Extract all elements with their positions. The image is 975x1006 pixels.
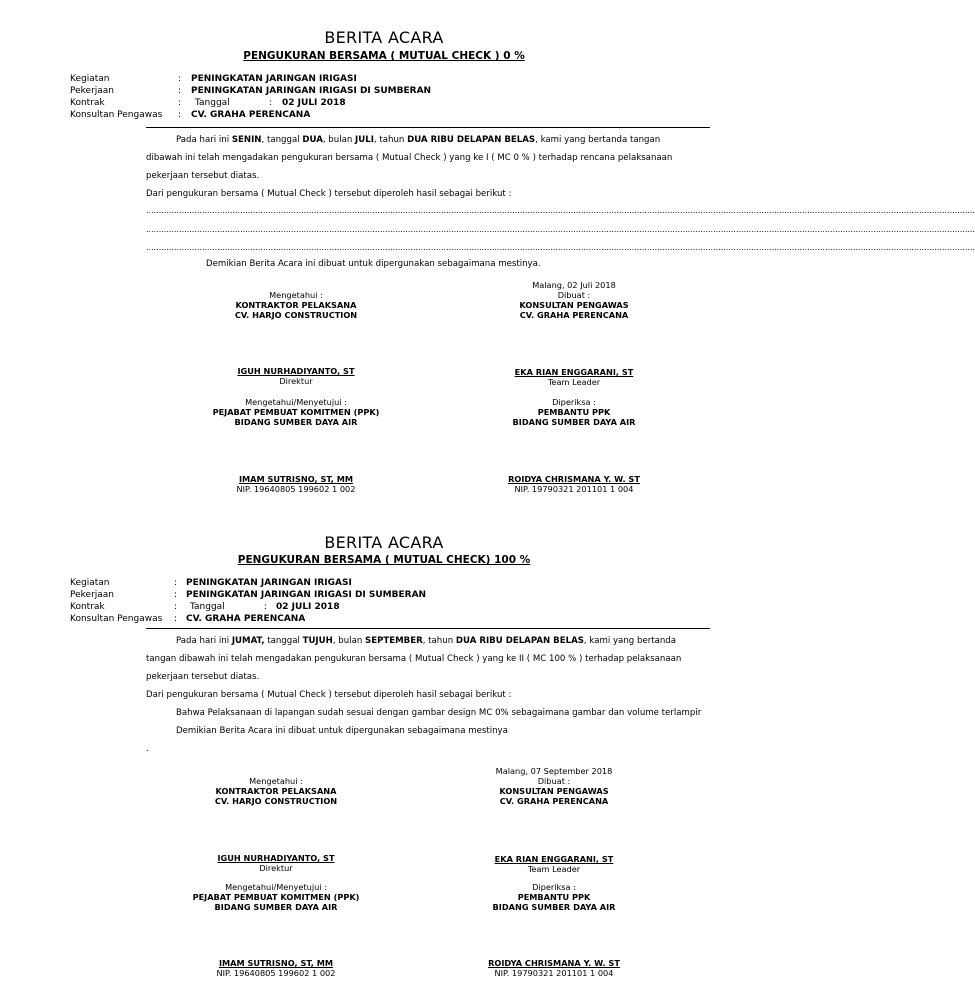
doc2-title: BERITA ACARA [324, 533, 444, 552]
doc2-left-signature: Mengetahui : KONTRAKTOR PELAKSANA CV. HARJO CONSTRUCTION [214, 776, 338, 806]
info-value: CV. GRAHA PERENCANA [191, 110, 311, 120]
doc2-right-approval: Diperiksa : PEMBANTU PPK BIDANG SUMBER DAYA AIR [492, 882, 616, 912]
doc1-dotted-line: ...................................................................................................................................................................................................................................................................................................................................... [146, 206, 975, 215]
doc1-right-official: ROIDYA CHRISMANA Y. W. ST NIP. 19790321 201101 1 004 [508, 474, 640, 494]
info-label: Kegiatan [70, 578, 110, 588]
info-label: Kegiatan [70, 74, 110, 84]
doc2-divider [146, 628, 710, 629]
info-value: PENINGKATAN JARINGAN IRIGASI DI SUMBERAN [191, 86, 432, 96]
info-label: Pekerjaan [70, 86, 115, 96]
doc2-left-approval: Mengetahui/Menyetujui : PEJABAT PEMBUAT KOMITMEN (PPK) BIDANG SUMBER DAYA AIR [192, 882, 360, 912]
info-value: PENINGKATAN JARINGAN IRIGASI [191, 74, 357, 84]
info-row: Kegiatan : PENINGKATAN JARINGAN IRIGASI [70, 74, 357, 84]
doc2-paragraph: Pada hari ini JUMAT, tanggal TUJUH, bulan SEPTEMBER, tahun DUA RIBU DELAPAN BELAS, kami yang bertanda tangan dibawah ini telah mengadakan pengukuran bersama ( Mutual Check ) yang ke II ( MC 100 % ) terhadap pelaksanaan pekerjaan tersebut diatas. Dari pengukuran bersama ( Mutual Check ) tersebut diperoleh hasil sebagai berikut : Bahwa Pelaksanaan di lapangan sudah sesuai dengan gambar design MC 0% sebagaimana gambar dan volume terlampir Demikian Berita Acara ini dibuat untuk dipergunakan sebagaimana mestinya . [146, 636, 702, 754]
info-value: CV. GRAHA PERENCANA [186, 614, 306, 624]
info-sublabel: Tanggal [190, 602, 225, 612]
doc1-left-official: IMAM SUTRISNO, ST, MM NIP. 19640805 199602 1 002 [236, 474, 356, 494]
info-value: 02 JULI 2018 [282, 98, 346, 108]
info-value: PENINGKATAN JARINGAN IRIGASI DI SUMBERAN [186, 590, 427, 600]
info-row: Pekerjaan : PENINGKATAN JARINGAN IRIGASI DI SUMBERAN [70, 86, 432, 96]
info-value: PENINGKATAN JARINGAN IRIGASI [186, 578, 352, 588]
doc2-info-block [70, 578, 710, 628]
doc1-divider [146, 127, 710, 128]
info-row: Kontrak : Tanggal : 02 JULI 2018 [70, 602, 340, 612]
doc1-paragraph: Pada hari ini SENIN, tanggal DUA, bulan JULI, tahun DUA RIBU DELAPAN BELAS, kami yang bertanda tangan dibawah ini telah mengadakan pengukuran bersama ( Mutual Check ) yang ke I ( MC 0 % ) terhadap rencana pelaksanaan pekerjaan tersebut diatas. Dari pengukuran bersama ( Mutual Check ) tersebut diperoleh hasil sebagai berikut : [146, 135, 673, 199]
info-row: Kontrak : Tanggal : 02 JULI 2018 [70, 98, 346, 108]
info-label: Konsultan Pengawas [70, 614, 163, 624]
info-label: Pekerjaan [70, 590, 115, 600]
info-row: Pekerjaan : PENINGKATAN JARINGAN IRIGASI DI SUMBERAN [70, 590, 427, 600]
doc1-dotted-line: ...................................................................................................................................................................................................................................................................................................................................... [146, 225, 975, 234]
doc2-subtitle: PENGUKURAN BERSAMA ( MUTUAL CHECK) 100 % [237, 554, 531, 566]
info-label: Kontrak [70, 98, 105, 108]
doc1-info-block [70, 74, 710, 124]
doc1-closing: Demikian Berita Acara ini dibuat untuk dipergunakan sebagaimana mestinya. [206, 259, 541, 269]
doc2-left-official: IMAM SUTRISNO, ST, MM NIP. 19640805 199602 1 002 [216, 958, 336, 978]
doc1-left-name: IGUH NURHADIYANTO, ST Direktur [237, 366, 355, 386]
info-label: Kontrak [70, 602, 105, 612]
info-sublabel: Tanggal [195, 98, 230, 108]
info-row: Konsultan Pengawas : CV. GRAHA PERENCANA [70, 110, 311, 120]
doc2-right-official: ROIDYA CHRISMANA Y. W. ST NIP. 19790321 201101 1 004 [488, 958, 620, 978]
doc1-left-signature: Mengetahui : KONTRAKTOR PELAKSANA CV. HARJO CONSTRUCTION [234, 290, 358, 320]
info-value: 02 JULI 2018 [276, 602, 340, 612]
doc1-right-approval: Diperiksa : PEMBANTU PPK BIDANG SUMBER DAYA AIR [512, 397, 636, 427]
doc2-left-name: IGUH NURHADIYANTO, ST Direktur [217, 853, 335, 873]
doc1-left-approval: Mengetahui/Menyetujui : PEJABAT PEMBUAT KOMITMEN (PPK) BIDANG SUMBER DAYA AIR [212, 397, 380, 427]
doc1-title: BERITA ACARA [324, 28, 444, 47]
info-row: Kegiatan : PENINGKATAN JARINGAN IRIGASI [70, 578, 352, 588]
doc1-subtitle: PENGUKURAN BERSAMA ( MUTUAL CHECK ) 0 % [243, 50, 525, 62]
info-label: Konsultan Pengawas [70, 110, 163, 120]
doc1-right-name: EKA RIAN ENGGARANI, ST Team Leader [514, 367, 634, 387]
doc1-dotted-line: ...................................................................................................................................................................................................................................................................................................................................... [146, 243, 975, 252]
info-row: Konsultan Pengawas : CV. GRAHA PERENCANA [70, 614, 306, 624]
doc1-right-signature: Malang, 02 Juli 2018 Dibuat : KONSULTAN PENGAWAS CV. GRAHA PERENCANA [519, 280, 629, 320]
doc2-right-signature: Malang, 07 September 2018 Dibuat : KONSULTAN PENGAWAS CV. GRAHA PERENCANA [495, 766, 613, 806]
doc2-right-name: EKA RIAN ENGGARANI, ST Team Leader [494, 854, 614, 874]
